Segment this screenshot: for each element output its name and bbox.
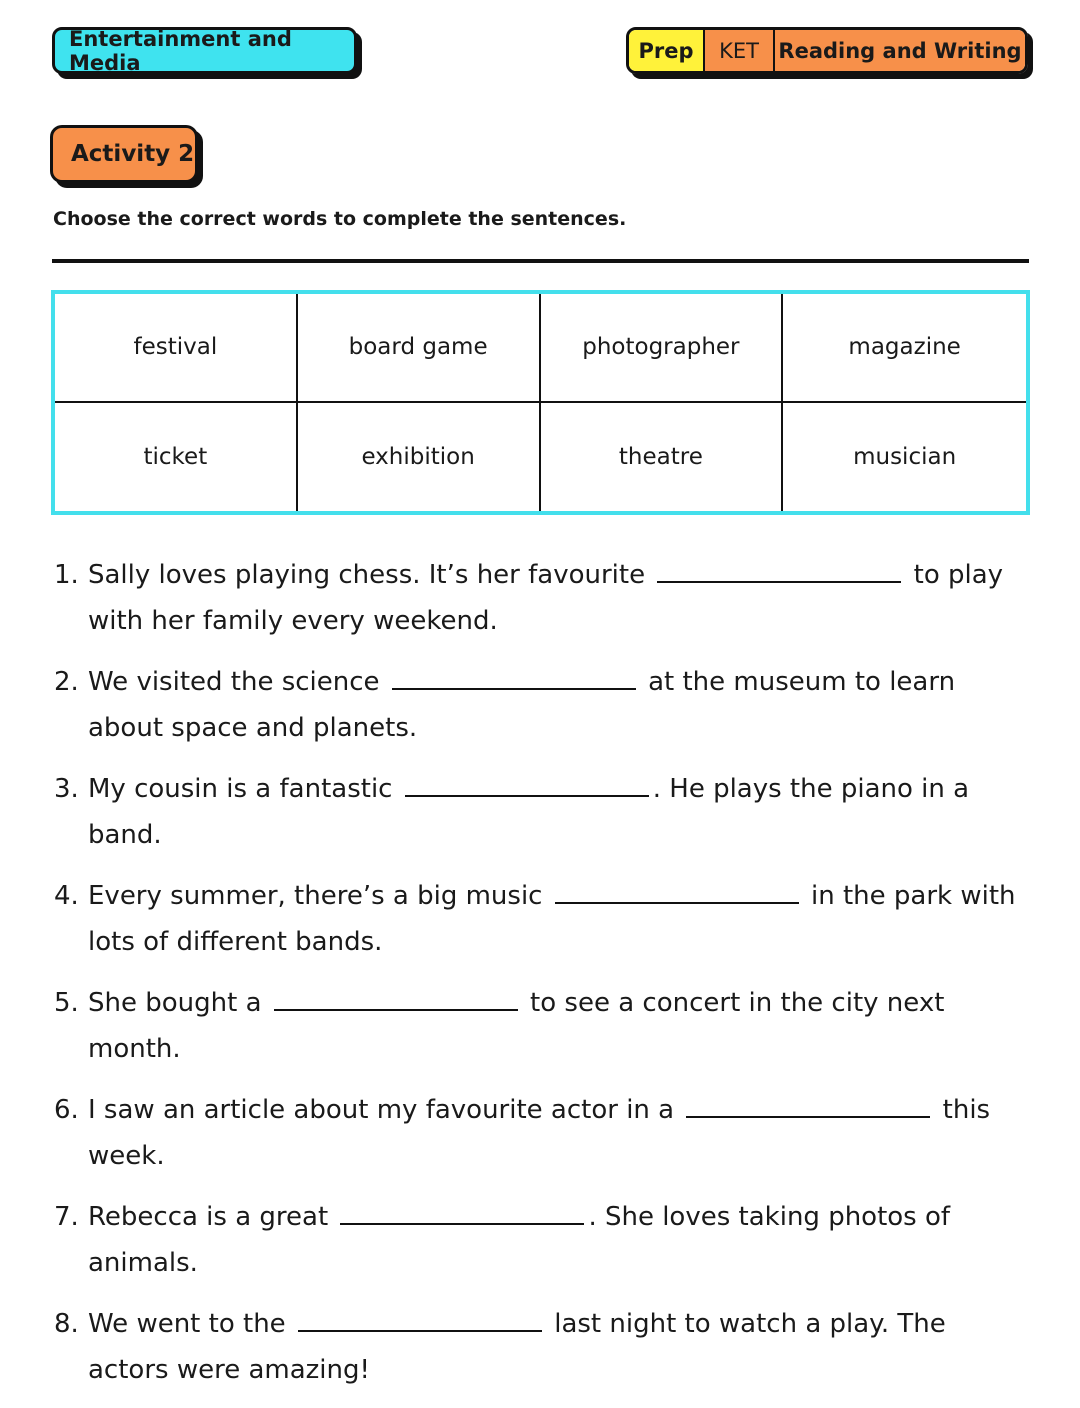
topic-tag (52, 27, 357, 74)
question-text-before: I saw an article about my favourite actor in a (88, 1095, 675, 1125)
question-text-after: to play with her family every weekend. (88, 560, 1004, 636)
answer-blank[interactable] (657, 580, 901, 583)
question-text-before: Every summer, there’s a big music (88, 881, 543, 911)
answer-blank[interactable] (340, 1222, 584, 1225)
question-item (54, 1194, 1029, 1286)
question-number: 3. (54, 774, 79, 804)
level-tags (626, 27, 1028, 74)
question-number: 2. (54, 667, 79, 697)
question-text-after: . She loves taking photos of animals. (88, 1202, 951, 1278)
topic-label: Entertainment and Media (69, 26, 292, 75)
word-cell: theatre (541, 403, 784, 512)
word-cell: magazine (783, 294, 1026, 403)
question-item (54, 1301, 1029, 1393)
activity-badge (50, 125, 198, 183)
word-cell: musician (853, 443, 957, 470)
question-number: 8. (54, 1309, 79, 1339)
question-text-before: Rebecca is a great (88, 1202, 329, 1232)
question-number: 5. (54, 988, 79, 1018)
question-item (54, 873, 1029, 965)
activity-label: Activity 2 (71, 141, 195, 167)
question-list (54, 552, 1029, 1408)
question-item (54, 1087, 1029, 1179)
level-tag: Prep (629, 30, 705, 71)
question-text-after: last night to watch a play. The actors were amazing! (88, 1309, 946, 1385)
answer-blank[interactable] (405, 794, 649, 797)
question-text-before: Sally loves playing chess. It’s her favourite (88, 560, 646, 590)
question-number: 1. (54, 560, 79, 590)
question-number: 4. (54, 881, 79, 911)
word-cell: ticket (55, 403, 298, 512)
question-text-before: We visited the science (88, 667, 380, 697)
question-text-before: We went to the (88, 1309, 286, 1339)
word-cell: photographer (541, 294, 784, 403)
answer-blank[interactable] (686, 1115, 930, 1118)
question-item (54, 980, 1029, 1072)
word-cell: board game (298, 294, 541, 403)
question-text-before: She bought a (88, 988, 262, 1018)
answer-blank[interactable] (274, 1008, 518, 1011)
question-text-after: at the museum to learn about space and planets. (88, 667, 956, 743)
question-item (54, 552, 1029, 644)
divider (52, 259, 1029, 263)
question-text-after: to see a concert in the city next month. (88, 988, 945, 1064)
exam-tag: KET (705, 30, 775, 71)
word-box (51, 290, 1030, 515)
question-text-after: . He plays the piano in a band. (88, 774, 970, 850)
answer-blank[interactable] (298, 1329, 542, 1332)
word-cell: exhibition (298, 403, 541, 512)
question-number: 6. (54, 1095, 79, 1125)
question-item (54, 766, 1029, 858)
answer-blank[interactable] (555, 901, 799, 904)
question-text-before: My cousin is a fantastic (88, 774, 393, 804)
question-text-after: in the park with lots of different bands. (88, 881, 1016, 957)
question-item (54, 659, 1029, 751)
answer-blank[interactable] (392, 687, 636, 690)
word-cell: festival (55, 294, 298, 403)
skill-tag: Reading and Writing (775, 30, 1025, 71)
question-number: 7. (54, 1202, 79, 1232)
instruction-text: Choose the correct words to complete the sentences. (53, 208, 627, 230)
question-text-after: this week. (88, 1095, 991, 1171)
